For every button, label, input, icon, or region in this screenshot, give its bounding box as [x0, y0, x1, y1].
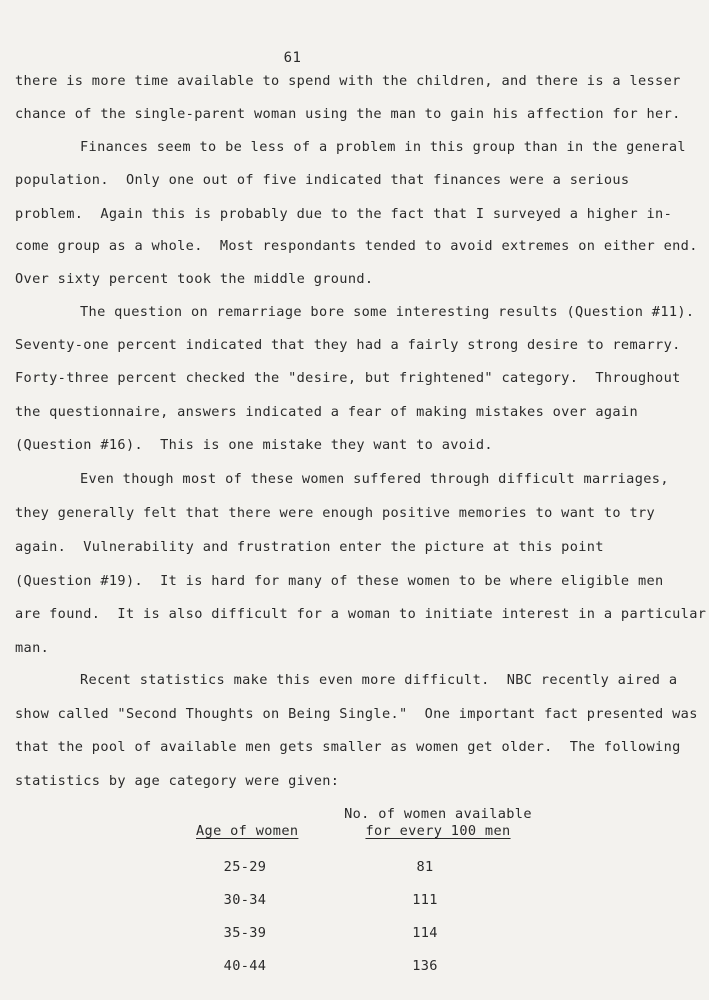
text-line: that the pool of available men gets smaller as women get older. The following	[15, 739, 681, 755]
text-line: there is more time available to spend with the children, and there is a lesser	[15, 73, 681, 89]
table-cell-count: 111	[412, 892, 438, 908]
paragraph-start: The question on remarriage bore some interesting results (Question #11).	[80, 304, 695, 320]
text-line: Over sixty percent took the middle ground.	[15, 271, 374, 287]
table-cell-age: 40-44	[223, 958, 267, 974]
table-header-count-line1: No. of women available	[344, 806, 532, 822]
text-line: (Question #19). It is hard for many of these women to be where eligible men	[15, 573, 664, 589]
table-cell-age: 25-29	[223, 859, 267, 875]
text-line: problem. Again this is probably due to the fact that I surveyed a higher in-	[15, 206, 673, 222]
page-number: 61	[283, 50, 302, 66]
text-line: (Question #16). This is one mistake they want to avoid.	[15, 437, 493, 453]
table-cell-count: 114	[412, 925, 438, 941]
table-cell-age: 35-39	[223, 925, 267, 941]
paragraph-start: Even though most of these women suffered through difficult marriages,	[80, 471, 669, 487]
text-line: they generally felt that there were enough positive memories to want to try	[15, 505, 656, 521]
text-line: come group as a whole. Most respondants tended to avoid extremes on either end.	[15, 238, 698, 254]
table-cell-count: 136	[412, 958, 438, 974]
paragraph-start: Finances seem to be less of a problem in this group than in the general	[80, 139, 686, 155]
text-line: chance of the single-parent woman using the man to gain his affection for her.	[15, 106, 681, 122]
text-line: again. Vulnerability and frustration enter the picture at this point	[15, 539, 604, 555]
text-line: are found. It is also difficult for a woman to initiate interest in a particular	[15, 606, 707, 622]
text-line: show called "Second Thoughts on Being Single." One important fact presented was	[15, 706, 698, 722]
text-line: Forty-three percent checked the "desire, but frightened" category. Throughout	[15, 370, 681, 386]
text-line: statistics by age category were given:	[15, 773, 340, 789]
paragraph-start: Recent statistics make this even more difficult. NBC recently aired a	[80, 672, 678, 688]
text-line: the questionnaire, answers indicated a fear of making mistakes over again	[15, 404, 638, 420]
table-header-count-line2: for every 100 men	[365, 823, 511, 839]
text-line: population. Only one out of five indicated that finances were a serious	[15, 172, 630, 188]
table-cell-count: 81	[416, 859, 434, 875]
table-cell-age: 30-34	[223, 892, 267, 908]
table-header-age: Age of women	[196, 823, 299, 839]
text-line: man.	[15, 640, 50, 656]
text-line: Seventy-one percent indicated that they had a fairly strong desire to remarry.	[15, 337, 681, 353]
